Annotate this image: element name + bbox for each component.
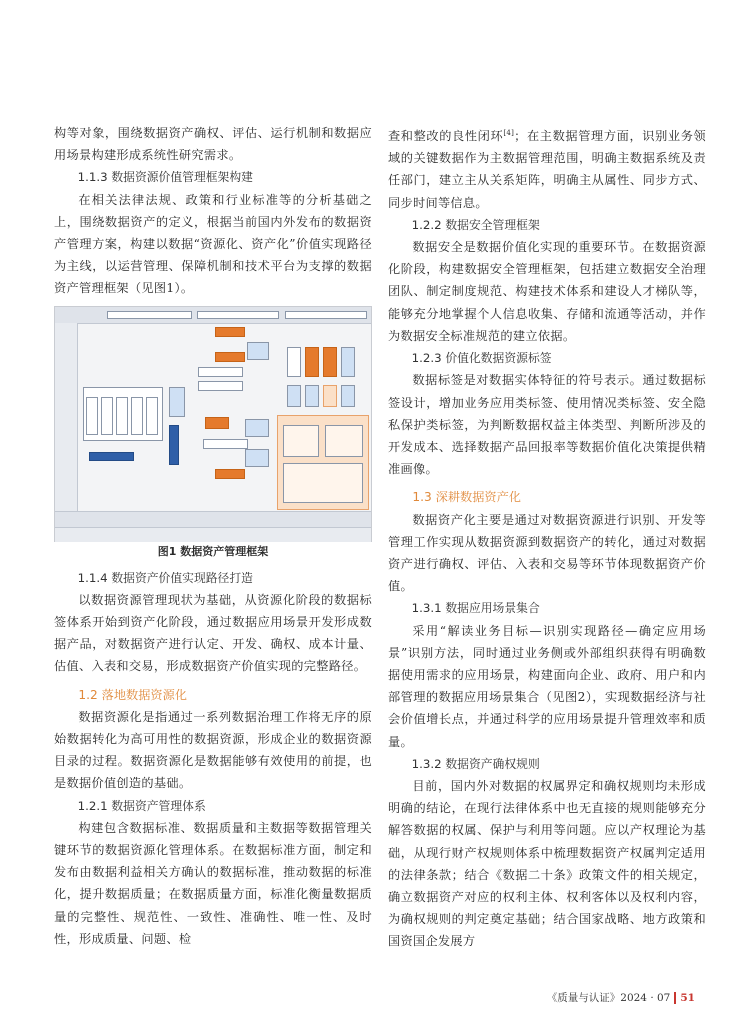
- section-heading-1-2-3: 1.2.3 价值化数据资源标签: [411, 351, 552, 366]
- section-heading-1-2-1: 1.2.1 数据资产管理体系: [77, 798, 206, 813]
- figure-box: [198, 381, 243, 391]
- figure-bottom-band-2: [55, 527, 371, 542]
- figure-box: [101, 397, 113, 435]
- figure-bottom-band: [55, 511, 371, 528]
- citation: [4]: [503, 129, 515, 137]
- journal-name: 《质量与认证》2024 · 07: [546, 992, 671, 1004]
- section-heading-1-1-3: 1.1.3 数据资源价值管理框架构建: [77, 170, 253, 185]
- figure-box: [341, 347, 355, 377]
- figure-box: [325, 425, 363, 457]
- figure-box: [323, 385, 337, 407]
- figure-box: [245, 419, 269, 437]
- text-span: ；在主数据管理方面，识别业务领域的关键数据作为主数据管理范围，明确主数据系统及责任部门，建立主从关系矩阵，明确主从属性、同步方式、同步时间等信息。: [388, 129, 706, 210]
- figure-box: [323, 347, 337, 377]
- figure-box: [287, 385, 301, 407]
- paragraph: 数据资产化主要是通过对数据资源进行识别、开发等管理工作实现从数据资源到数据资产的转化，通过对数据资产进行确权、评估、入表和交易等环节体现数据资产价值。: [388, 512, 706, 594]
- paragraph: 数据资源化是指通过一系列数据治理工作将无序的原始数据转化为高可用性的数据资源，形成企业的数据资源目录的过程。数据资源化是数据能够有效使用的前提，也是数据价值创造的基础。: [54, 709, 372, 791]
- paragraph: 构建包含数据标准、数据质量和主数据等数据管理关键环节的数据资源化管理体系。在数据标准方面，制定和发布由数据利益相关方确认的数据标准，推动数据的标准化，提升数据质量；在数据质量方面，标准化衡量数据质量的完整性、规范性、一致性、准确性、唯一性、及时性，形成质量、问题、检: [54, 820, 372, 946]
- left-column: [54, 122, 372, 950]
- section-heading-1-3-1: 1.3.1 数据应用场景集合: [411, 601, 540, 616]
- figure-box: [283, 425, 319, 457]
- section-heading-1-3-2: 1.3.2 数据资产确权规则: [411, 756, 540, 771]
- page-footer: [547, 990, 695, 1005]
- figure-box: [205, 417, 229, 429]
- figure-box: [89, 452, 134, 461]
- figure-box: [198, 367, 243, 377]
- figure-box: [215, 352, 245, 362]
- figure-box: [283, 463, 363, 503]
- paragraph: 数据标签是对数据实体特征的符号表示。通过数据标签设计，增加业务应用类标签、使用情况类标签、安全隐私保护类标签，为判断数据权益主体类型、判断所涉及的开发成本、选择数据产品回报率等数据价值化决策提供精准画像。: [388, 373, 706, 477]
- figure-box: [203, 439, 248, 449]
- figure-box: [131, 397, 143, 435]
- figure-box: [169, 387, 185, 417]
- paragraph: 构等对象，围绕数据资产确权、评估、运行机制和数据应用场景构建形成系统性研究需求。: [54, 126, 372, 163]
- text-span: 查和整改的良性闭环: [388, 129, 504, 144]
- figure-caption: 图1 数据资产管理框架: [157, 544, 269, 558]
- page-number: 51: [680, 992, 695, 1004]
- paragraph: 在相关法律法规、政策和行业标准等的分析基础之上，围绕数据资产的定义，根据当前国内外发布的数据资产管理方案，构建以数据“资源化、资产化”价值实现路径为主线，以运营管理、保障机制和技术平台为支撑的数据资产管理框架（见图1）。: [54, 192, 372, 296]
- figure-box: [169, 425, 179, 465]
- figure-box: [146, 397, 158, 435]
- paragraph: 目前，国内外对数据的权属界定和确权规则均未形成明确的结论，在现行法律体系中也无直接的规则能够充分解答数据的权属、保护与利用等问题。应以产权理论为基础，从现行财产权规则体系中梳理数据资产权属判定适用的法律条款；结合《数据二十条》政策文件的相关规定，确立数据资产对应的权利主体、权利客体以及权利内容，为确权规则的判定奠定基础；结合国家战略、地方政策和国资国企发展方: [388, 778, 706, 949]
- right-column: [388, 122, 706, 953]
- paragraph: 以数据资源管理现状为基础，从资源化阶段的数据标签体系开始到资产化阶段，通过数据应用场景开发形成数据产品，对数据资产进行认定、开发、确权、成本计量、估值、入表和交易，形成数据资产价值实现的完整路径。: [54, 592, 372, 674]
- footer-divider: [674, 992, 676, 1004]
- figure-box: [341, 385, 355, 407]
- section-heading-1-2: 1.2 落地数据资源化: [78, 687, 187, 702]
- section-heading-1-2-2: 1.2.2 数据安全管理框架: [411, 217, 540, 232]
- figure-box: [305, 385, 319, 407]
- section-heading-1-3: 1.3 深耕数据资产化: [412, 490, 521, 505]
- figure-box: [247, 342, 269, 360]
- section-heading-1-1-4: 1.1.4 数据资产价值实现路径打造: [77, 570, 253, 585]
- figure-box: [287, 347, 301, 377]
- figure-box: [116, 397, 128, 435]
- figure-left-band: [55, 323, 78, 511]
- figure-box: [86, 397, 98, 435]
- paragraph: 采用“解读业务目标—识别实现路径—确定应用场景”识别方法，同时通过业务侧或外部组织获得有明确数据使用需求的应用场景，构建面向企业、政府、用户和内部管理的数据应用场景集合（见图2），实现数据经济与社会价值增长点，并通过科学的应用场景提升管理效率和质量。: [388, 623, 706, 749]
- figure-data-asset-framework: [54, 306, 372, 542]
- figure-box: [305, 347, 319, 377]
- figure-box: [215, 327, 245, 337]
- figure-box: [197, 311, 279, 319]
- paragraph: [388, 122, 706, 214]
- figure-box: [215, 469, 245, 479]
- figure-box: [107, 311, 192, 319]
- figure-box: [285, 311, 367, 319]
- figure-box: [245, 449, 269, 467]
- paragraph: 数据安全是数据价值化实现的重要环节。在数据资源化阶段，构建数据安全管理框架，包括建立数据安全治理团队、制定制度规范、构建技术体系和建设人才梯队等，能够充分地掌握个人信息收集、存储和流通等活动，并作为数据安全标准规范的建立依据。: [388, 240, 706, 343]
